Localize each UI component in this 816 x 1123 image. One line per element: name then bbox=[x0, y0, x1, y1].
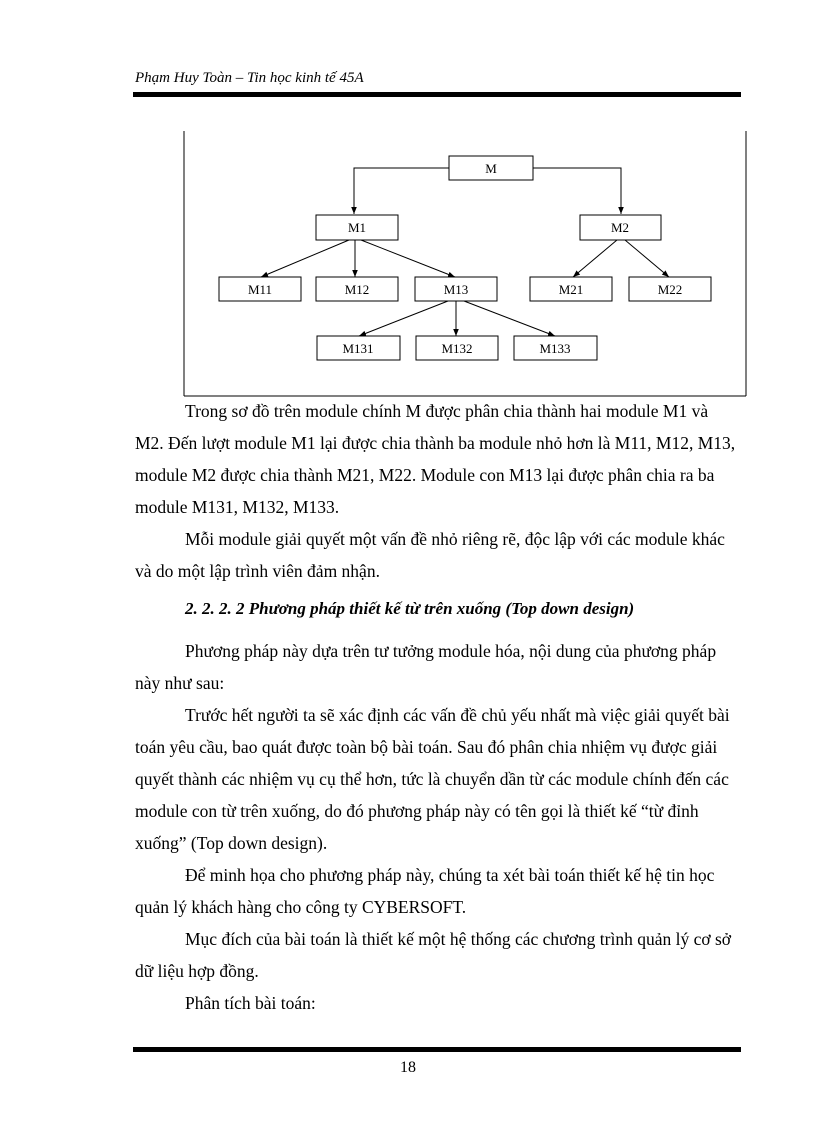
edge-m2-m21 bbox=[573, 240, 617, 277]
node-m2-label: M2 bbox=[610, 220, 630, 235]
node-m11 bbox=[219, 277, 301, 301]
connectors bbox=[261, 168, 669, 336]
paragraph-analysis: Phân tích bài toán: bbox=[185, 993, 316, 1013]
node-m22-label: M22 bbox=[657, 282, 683, 297]
edge-m13-m131 bbox=[359, 301, 448, 336]
node-m133-label: M133 bbox=[539, 341, 571, 356]
node-m11-label: M11 bbox=[247, 282, 273, 297]
node-m1 bbox=[316, 215, 398, 240]
node-m2 bbox=[580, 215, 661, 240]
footer-rule bbox=[133, 1047, 741, 1052]
node-m1-label: M1 bbox=[347, 220, 367, 235]
page-number: 18 bbox=[400, 1059, 416, 1076]
header-rule bbox=[133, 92, 741, 97]
node-m131-label: M131 bbox=[342, 341, 374, 356]
node-m133 bbox=[514, 336, 597, 360]
edge-m2-m22 bbox=[625, 240, 669, 277]
node-m12-label: M12 bbox=[344, 282, 370, 297]
header-text: Phạm Huy Toàn – Tin học kinh tế 45A bbox=[135, 70, 364, 86]
node-m-label: M bbox=[485, 161, 497, 176]
body-text bbox=[135, 395, 740, 1019]
node-m22 bbox=[629, 277, 711, 301]
paragraph-example-intro: Để minh họa cho phương pháp này, chúng ta xét bài toán thiết kế hệ tin học quản lý khách hàng cho công ty CYBERSOFT. bbox=[135, 865, 715, 917]
node-m131 bbox=[317, 336, 400, 360]
node-m13 bbox=[415, 277, 497, 301]
edge-m1-m11 bbox=[261, 240, 349, 277]
edge-m-m1 bbox=[354, 168, 449, 214]
paragraph-diagram-explanation: Trong sơ đồ trên module chính M được phân chia thành hai module M1 và M2. Đến lượt module M1 lại được chia thành ba module nhỏ hơn là M11, M12, M13, module M2 được chia thành M21, M22. Module con M13 lại được phân chia ra ba module M131, M132, M133. bbox=[135, 401, 736, 517]
section-heading: 2. 2. 2. 2 Phương pháp thiết kế từ trên xuống (Top down design) bbox=[185, 599, 635, 618]
node-m132 bbox=[416, 336, 498, 360]
node-m21-label: M21 bbox=[558, 282, 584, 297]
edge-m13-m133 bbox=[464, 301, 555, 336]
paragraph-module-role: Mỗi module giải quyết một vấn đề nhỏ riêng rẽ, độc lập với các module khác và do một lập trình viên đảm nhận. bbox=[135, 529, 725, 581]
node-m bbox=[449, 156, 533, 180]
paragraph-goal: Mục đích của bài toán là thiết kế một hệ thống các chương trình quản lý cơ sở dữ liệu hợp đồng. bbox=[135, 929, 732, 981]
paragraph-method-intro: Phương pháp này dựa trên tư tưởng module hóa, nội dung của phương pháp này như sau: bbox=[135, 641, 717, 693]
edge-m1-m13 bbox=[361, 240, 455, 277]
paragraph-method-detail: Trước hết người ta sẽ xác định các vấn đề chủ yếu nhất mà việc giải quyết bài toán yêu cầu, bao quát được toàn bộ bài toán. Sau đó phân chia nhiệm vụ được giải quyết thành các nhiệm vụ cụ thể hơn, tức là chuyển dần từ các module chính đến các module con từ trên xuống, do đó phương pháp này có tên gọi là thiết kế “từ đỉnh xuống” (Top down design). bbox=[135, 705, 730, 853]
node-m13-label: M13 bbox=[443, 282, 469, 297]
edge-m-m2 bbox=[533, 168, 621, 214]
node-m12 bbox=[316, 277, 398, 301]
node-m132-label: M132 bbox=[441, 341, 473, 356]
module-hierarchy-diagram bbox=[183, 131, 748, 397]
node-m21 bbox=[530, 277, 612, 301]
